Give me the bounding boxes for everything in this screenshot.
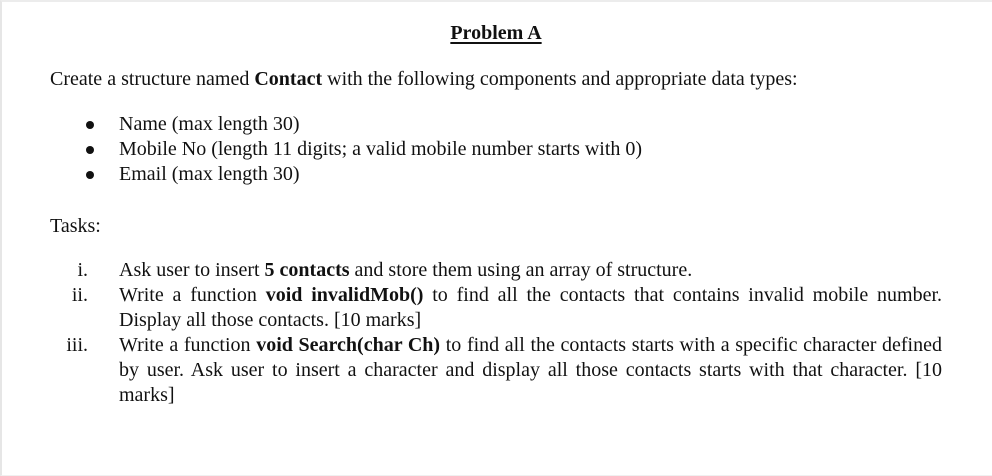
component-text: Mobile No (length 11 digits; a valid mobile number starts with 0)	[119, 138, 643, 160]
component-item	[86, 137, 642, 162]
structure-name: Contact	[254, 68, 323, 90]
task-number: i.	[77, 259, 88, 281]
task-text	[119, 333, 942, 408]
bullet-icon	[86, 121, 94, 129]
task-text-part: to find all the contacts that contains invalid mobile number. Display all those contacts. [10 marks]	[119, 284, 943, 331]
component-item	[86, 162, 642, 187]
component-item	[86, 112, 642, 137]
bullet-icon	[86, 146, 94, 154]
component-text: Name (max length 30)	[119, 113, 300, 135]
task-item	[50, 258, 942, 283]
task-text	[119, 258, 942, 283]
task-number: ii.	[71, 284, 88, 306]
task-text-part: Write a function	[119, 284, 266, 306]
task-text-part: Ask user to insert	[119, 259, 265, 281]
task-list	[50, 258, 942, 408]
task-text	[119, 283, 942, 333]
component-list	[86, 112, 642, 187]
task-emphasis: void invalidMob()	[265, 284, 424, 306]
problem-title: Problem A	[450, 22, 542, 44]
intro-paragraph	[50, 68, 798, 91]
component-text: Email (max length 30)	[119, 163, 300, 185]
task-item	[50, 283, 942, 333]
intro-text-after: with the following components and appropriate data types:	[322, 68, 798, 90]
task-emphasis: 5 contacts	[264, 259, 350, 281]
task-text-part: and store them using an array of structure.	[349, 259, 693, 281]
bullet-icon	[86, 171, 94, 179]
task-text-part: Write a function	[119, 334, 257, 356]
task-text-part: to find all the contacts starts with a specific character defined by user. Ask user to insert a character and display all those contacts starts with that character. [10 marks]	[119, 334, 942, 406]
task-item	[50, 333, 942, 408]
intro-text-before: Create a structure named	[50, 68, 255, 90]
task-emphasis: void Search(char Ch)	[256, 334, 441, 356]
task-number: iii.	[66, 334, 88, 356]
tasks-heading: Tasks:	[50, 215, 101, 237]
